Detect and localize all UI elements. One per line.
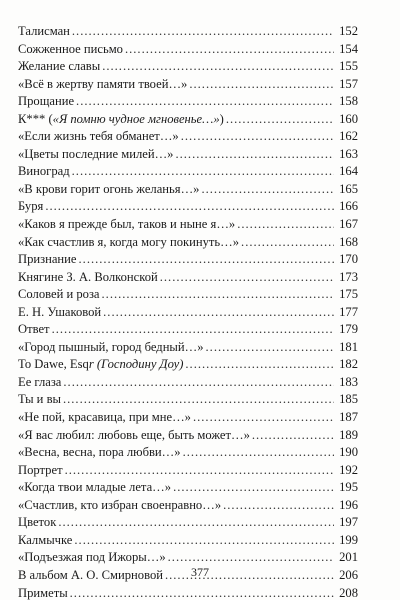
toc-entry-title-text: Буря xyxy=(18,199,43,213)
toc-entry-leader xyxy=(125,41,334,59)
toc-entry xyxy=(18,163,358,181)
toc-entry-title-text: Признание xyxy=(18,252,77,266)
toc-entry-title-text: Е. Н. Ушаковой xyxy=(18,305,101,319)
toc-entry xyxy=(18,356,358,374)
toc-entry xyxy=(18,234,358,252)
toc-entry-page: 165 xyxy=(336,181,358,199)
toc-entry xyxy=(18,427,358,445)
toc-entry-title-text: «Я вас любил: любовь еще, быть может…» xyxy=(18,428,250,442)
toc-entry-page: 155 xyxy=(336,58,358,76)
toc-entry-title-text: «Цветы последние милей…» xyxy=(18,147,173,161)
toc-entry-leader xyxy=(206,339,334,357)
toc-entry-leader xyxy=(183,444,334,462)
toc-entry-leader xyxy=(102,58,334,76)
toc-entry-page: 182 xyxy=(336,356,358,374)
page-number: 377 xyxy=(0,565,400,580)
toc-entry-page: 185 xyxy=(336,391,358,409)
toc-entry-title-text: «Когда твои младые лета…» xyxy=(18,480,171,494)
toc-entry xyxy=(18,304,358,322)
toc-entry-leader xyxy=(223,497,334,515)
toc-entry xyxy=(18,58,358,76)
toc-entry-title xyxy=(18,444,181,462)
toc-entry-leader xyxy=(102,286,334,304)
toc-entry xyxy=(18,514,358,532)
toc-entry-title-text: Ответ xyxy=(18,322,50,336)
toc-entry-leader xyxy=(74,532,334,550)
toc-entry-page: 175 xyxy=(336,286,358,304)
toc-entry-page: 160 xyxy=(336,111,358,129)
toc-entry-title xyxy=(18,391,61,409)
toc-entry-title-text: To Dawe, Esq xyxy=(18,357,89,371)
toc-entry-page: 166 xyxy=(336,198,358,216)
toc-entry-title-text: Прощание xyxy=(18,94,74,108)
toc-entry-leader xyxy=(65,462,334,480)
toc-entry xyxy=(18,251,358,269)
toc-entry-leader xyxy=(52,321,334,339)
toc-entry-title-text: В альбом А. О. Смирновой xyxy=(18,568,163,582)
toc-entry-title-text: Калмычке xyxy=(18,533,72,547)
toc-entry-page: 201 xyxy=(336,549,358,567)
toc-entry-title-text: «Если жизнь тебя обманет…» xyxy=(18,129,179,143)
toc-entry-page: 208 xyxy=(336,585,358,602)
toc-entry-title xyxy=(18,146,173,164)
toc-entry-page: 196 xyxy=(336,497,358,515)
toc-entry-title-text: Талисман xyxy=(18,24,70,38)
toc-entry-title-text: «Счастлив, кто избран своенравно…» xyxy=(18,498,221,512)
toc-entry-leader xyxy=(241,234,334,252)
toc-entry-title-italic: «Я помню чудное мгновенье…» xyxy=(53,112,220,126)
toc-entry xyxy=(18,497,358,515)
toc-entry-leader xyxy=(63,391,334,409)
toc-entry-page: 190 xyxy=(336,444,358,462)
toc-entry-page: 170 xyxy=(336,251,358,269)
toc-entry-title xyxy=(18,93,74,111)
toc-entry-title xyxy=(18,427,250,445)
toc-entry-page: 167 xyxy=(336,216,358,234)
toc-entry xyxy=(18,111,358,129)
toc-entry-title-text: Сожженное письмо xyxy=(18,42,123,56)
toc-entry-leader xyxy=(70,585,334,602)
toc-entry-title xyxy=(18,198,43,216)
toc-entry-page: 152 xyxy=(336,23,358,41)
toc-entry-leader xyxy=(175,146,334,164)
toc-entry-page: 157 xyxy=(336,76,358,94)
toc-entry-title-text: Ты и вы xyxy=(18,392,61,406)
toc-entry-title-text: Приметы xyxy=(18,586,68,600)
toc-entry-title-text: «Весна, весна, пора любви…» xyxy=(18,445,181,459)
toc-entry xyxy=(18,479,358,497)
toc-entry-title-text: Портрет xyxy=(18,463,63,477)
toc-entry xyxy=(18,321,358,339)
toc-entry-title xyxy=(18,532,72,550)
toc-entry-title xyxy=(18,479,171,497)
toc-entry-title xyxy=(18,321,50,339)
toc-entry-title-text: Княгине З. А. Волконской xyxy=(18,270,158,284)
toc-entry xyxy=(18,409,358,427)
toc-entry-title xyxy=(18,163,70,181)
toc-entry-leader xyxy=(226,111,334,129)
toc-entry-leader xyxy=(189,76,334,94)
toc-entry-page: 163 xyxy=(336,146,358,164)
toc-entry-leader xyxy=(201,181,334,199)
toc-entry xyxy=(18,532,358,550)
toc-entry-leader xyxy=(181,128,334,146)
toc-entry-leader xyxy=(160,269,334,287)
toc-entry-leader xyxy=(72,23,334,41)
toc-entry xyxy=(18,391,358,409)
toc-entry-title-text: «В крови горит огонь желанья…» xyxy=(18,182,199,196)
toc-entry-title xyxy=(18,234,239,252)
toc-entry-page: 183 xyxy=(336,374,358,392)
toc-entry xyxy=(18,286,358,304)
toc-entry-page: 162 xyxy=(336,128,358,146)
toc-entry-title xyxy=(18,111,224,129)
toc-entry xyxy=(18,146,358,164)
toc-entry-title-italic: r (Господину Доу) xyxy=(89,357,184,371)
toc-entry xyxy=(18,23,358,41)
toc-entry xyxy=(18,462,358,480)
toc-entry-page: 158 xyxy=(336,93,358,111)
toc-entry-title-text: «Город пышный, город бедный…» xyxy=(18,340,204,354)
toc-entry xyxy=(18,444,358,462)
toc-entry-title xyxy=(18,585,68,602)
toc-entry-title xyxy=(18,497,221,515)
toc-entry-title xyxy=(18,76,187,94)
toc-entry-title-text: «Всё в жертву памяти твоей…» xyxy=(18,77,187,91)
toc-entry xyxy=(18,374,358,392)
toc-entry-title xyxy=(18,286,100,304)
toc-entry-page: 164 xyxy=(336,163,358,181)
toc-entry-title-text: «Подъезжая под Ижоры…» xyxy=(18,550,166,564)
toc-entry-title-suffix: ) xyxy=(220,112,224,126)
toc-entry xyxy=(18,269,358,287)
toc-entry-title xyxy=(18,462,63,480)
toc-entry-title-text: Цветок xyxy=(18,515,56,529)
toc-entry-title-text: «Как счастлив я, когда могу покинуть…» xyxy=(18,235,239,249)
toc-entry-leader xyxy=(63,374,334,392)
toc-entry-title xyxy=(18,128,179,146)
toc-entry xyxy=(18,585,358,602)
toc-entry-page: 206 xyxy=(336,567,358,585)
toc-entry xyxy=(18,76,358,94)
toc-entry-leader xyxy=(173,479,334,497)
toc-entry xyxy=(18,339,358,357)
toc-entry-page: 168 xyxy=(336,234,358,252)
toc-entry-page: 197 xyxy=(336,514,358,532)
toc-entry-title xyxy=(18,41,123,59)
toc-entry-leader xyxy=(79,251,334,269)
toc-entry-title xyxy=(18,514,56,532)
toc-entry-leader xyxy=(76,93,334,111)
toc-entry xyxy=(18,181,358,199)
toc-entry-title xyxy=(18,216,235,234)
toc-entry xyxy=(18,216,358,234)
toc-entry-leader xyxy=(185,356,334,374)
toc-entry-title-text: Соловей и роза xyxy=(18,287,100,301)
toc-entry-title-text: «Не пой, красавица, при мне…» xyxy=(18,410,191,424)
toc-entry-leader xyxy=(58,514,334,532)
toc-entry-title xyxy=(18,23,70,41)
toc-entry-title xyxy=(18,374,61,392)
toc-entry xyxy=(18,41,358,59)
toc-entry-page: 179 xyxy=(336,321,358,339)
toc-entry-title-text: «Каков я прежде был, таков и ныне я…» xyxy=(18,217,235,231)
table-of-contents xyxy=(18,23,358,602)
toc-entry-title xyxy=(18,356,183,374)
toc-entry-page: 187 xyxy=(336,409,358,427)
toc-entry-page: 173 xyxy=(336,269,358,287)
toc-entry-title xyxy=(18,181,199,199)
toc-entry-title xyxy=(18,304,101,322)
toc-entry-title-text: Желание славы xyxy=(18,59,100,73)
toc-entry-title xyxy=(18,251,77,269)
toc-entry-leader xyxy=(103,304,334,322)
toc-entry-leader xyxy=(252,427,334,445)
toc-entry xyxy=(18,198,358,216)
toc-entry-leader xyxy=(237,216,334,234)
toc-entry-page: 199 xyxy=(336,532,358,550)
toc-entry-leader xyxy=(193,409,334,427)
toc-entry xyxy=(18,128,358,146)
toc-entry xyxy=(18,93,358,111)
toc-entry-title xyxy=(18,339,204,357)
toc-entry-title-text: Ее глаза xyxy=(18,375,61,389)
toc-entry-page: 195 xyxy=(336,479,358,497)
toc-entry-page: 181 xyxy=(336,339,358,357)
toc-entry-page: 154 xyxy=(336,41,358,59)
toc-entry-title xyxy=(18,58,100,76)
toc-entry-title xyxy=(18,269,158,287)
toc-entry-page: 177 xyxy=(336,304,358,322)
toc-entry-title-text: Виноград xyxy=(18,164,70,178)
toc-entry-page: 192 xyxy=(336,462,358,480)
toc-entry-title-text: К*** ( xyxy=(18,112,53,126)
toc-entry-title xyxy=(18,409,191,427)
toc-entry-leader xyxy=(45,198,334,216)
toc-entry-page: 189 xyxy=(336,427,358,445)
toc-entry-leader xyxy=(72,163,334,181)
